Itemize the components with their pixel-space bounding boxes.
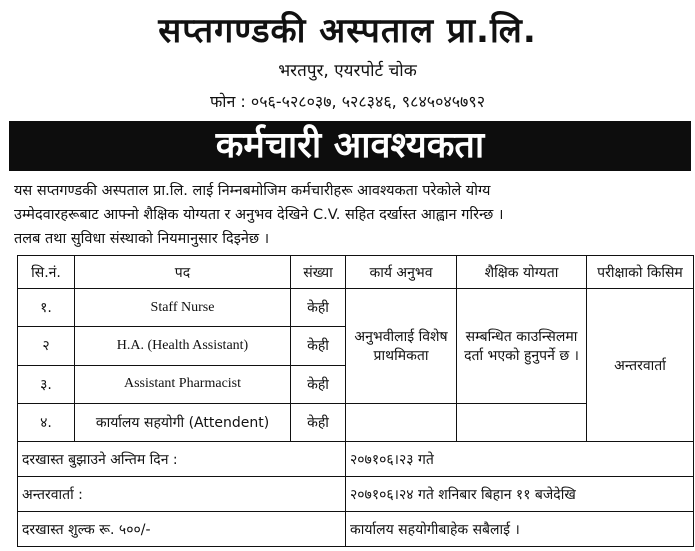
- footer-row-deadline: [18, 442, 694, 477]
- table-row: [18, 289, 694, 327]
- intro-line-3: तलब तथा सुविधा संस्थाको नियमानुसार दिइनेछ ।: [14, 231, 270, 247]
- footer-row-interview: [18, 477, 694, 512]
- vacancy-banner: [9, 121, 691, 171]
- empty-experience-cell: [346, 403, 457, 441]
- empty-qualification-cell: [457, 403, 587, 441]
- row-sn: ३.: [18, 365, 75, 403]
- vacancy-table: [17, 255, 694, 547]
- header-post: पद: [75, 256, 291, 289]
- row-post: कार्यालय सहयोगी (Attendent): [75, 403, 291, 441]
- header-exam-type: परीक्षाको किसिम: [587, 256, 694, 289]
- intro-line-2: उम्मेदवारहरूबाट आफ्नो शैक्षिक योग्यता र अनुभव देखिने C.V. सहित दर्खास्त आह्वान गरिन्छ ।: [14, 207, 504, 223]
- header-experience: कार्य अनुभव: [346, 256, 457, 289]
- row-count: केही: [291, 403, 346, 441]
- row-sn: ४.: [18, 403, 75, 441]
- intro-paragraph: [14, 179, 686, 251]
- header-qualification: शैक्षिक योग्यता: [457, 256, 587, 289]
- row-count: केही: [291, 365, 346, 403]
- row-count: केही: [291, 327, 346, 365]
- exam-type-cell: अन्तरवार्ता: [587, 289, 694, 442]
- row-count: केही: [291, 289, 346, 327]
- hospital-phone: फोन : ०५६-५२८०३७, ५२८३४६, ९८४५०४५७९२: [209, 92, 486, 111]
- intro-line-1: यस सप्तगण्डकी अस्पताल प्रा.लि. लाई निम्नबमोजिम कर्मचारीहरू आवश्यकता परेकोले योग्य: [14, 183, 491, 199]
- interview-label: अन्तरवार्ता :: [18, 477, 346, 512]
- fee-label: दरखास्त शुल्क रू. ५००/-: [18, 512, 346, 547]
- deadline-value: २०७१०६।२३ गते: [346, 442, 694, 477]
- hospital-address: भरतपुर, एयरपोर्ट चोक: [278, 61, 417, 81]
- banner-text: कर्मचारी आवश्यकता: [215, 125, 485, 166]
- fee-value: कार्यालय सहयोगीबाहेक सबैलाई ।: [346, 512, 694, 547]
- hospital-name: सप्तगण्डकी अस्पताल प्रा.लि.: [158, 11, 537, 51]
- deadline-label: दरखास्त बुझाउने अन्तिम दिन :: [18, 442, 346, 477]
- row-sn: १.: [18, 289, 75, 327]
- row-sn: २: [18, 327, 75, 365]
- experience-cell: अनुभवीलाई विशेष प्राथमिकता: [346, 289, 457, 404]
- row-post: H.A. (Health Assistant): [75, 327, 291, 365]
- qualification-cell: सम्बन्धित काउन्सिलमा दर्ता भएको हुनुपर्ने छ ।: [457, 289, 587, 404]
- interview-value: २०७१०६।२४ गते शनिबार बिहान ११ बजेदेखि: [346, 477, 694, 512]
- row-post: Staff Nurse: [75, 289, 291, 327]
- table-header-row: [18, 256, 694, 289]
- row-post: Assistant Pharmacist: [75, 365, 291, 403]
- header-sn: सि.नं.: [18, 256, 75, 289]
- footer-row-fee: [18, 512, 694, 547]
- header-count: संख्या: [291, 256, 346, 289]
